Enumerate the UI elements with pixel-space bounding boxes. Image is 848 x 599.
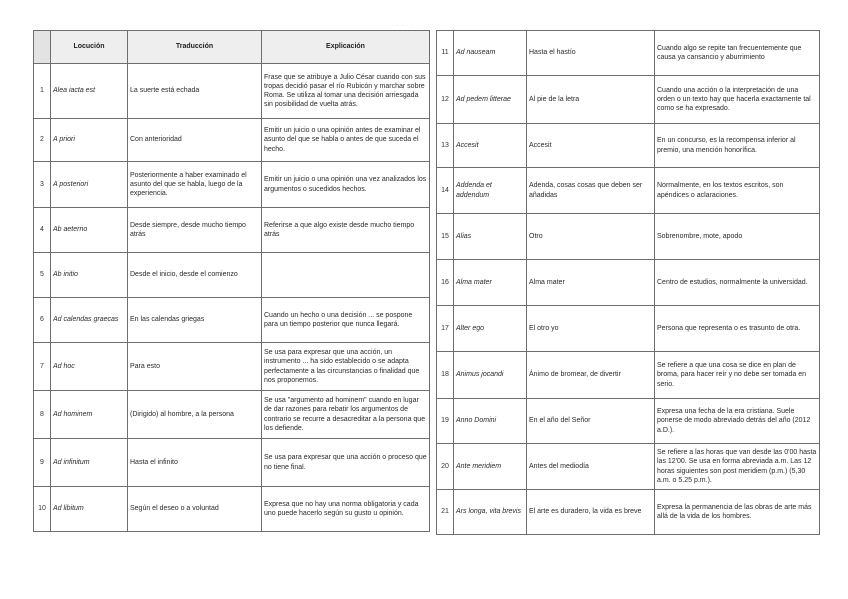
row-traduccion: En las calendas griegas <box>128 298 262 343</box>
row-explicacion: Se usa para expresar que una acción, un instrumento ... ha sido establecido o se adapta perfectamente a las circunstancias o finalidad que nos proponemos. <box>262 343 430 391</box>
row-explicacion: Se refiere a las horas que van desde las 0'00 hasta las 12'00. Se usa en forma abreviada a.m. Las 12 horas siguientes son post meridiem (p.m.) (5,30 a.m. o 5.25 p.m.). <box>655 444 820 490</box>
row-explicacion: Expresa la permanencia de las obras de arte más allá de la vida de los hombres. <box>655 490 820 535</box>
row-traduccion: Con anterioridad <box>128 119 262 162</box>
table-header-row <box>34 31 430 64</box>
row-number: 14 <box>437 168 454 214</box>
row-traduccion: Desde siempre, desde mucho tiempo atrás <box>128 208 262 253</box>
header-traduccion: Traducción <box>128 31 262 64</box>
row-traduccion: Otro <box>527 214 655 260</box>
row-locucion: Accesit <box>454 124 527 168</box>
row-locucion: Alter ego <box>454 306 527 352</box>
latin-phrases-table-right <box>436 30 820 535</box>
row-locucion: Alias <box>454 214 527 260</box>
row-locucion: Ad libitum <box>51 487 128 532</box>
table-row <box>34 208 430 253</box>
table-row <box>437 444 820 490</box>
row-number: 9 <box>34 439 51 487</box>
row-traduccion: El otro yo <box>527 306 655 352</box>
table-row <box>437 31 820 76</box>
row-number: 7 <box>34 343 51 391</box>
table-row <box>437 306 820 352</box>
row-explicacion: Centro de estudios, normalmente la universidad. <box>655 260 820 306</box>
row-locucion: Ad infinitum <box>51 439 128 487</box>
table-row <box>437 260 820 306</box>
row-traduccion: El arte es duradero, la vida es breve <box>527 490 655 535</box>
table-row <box>437 124 820 168</box>
row-locucion: Ante meridiem <box>454 444 527 490</box>
row-number: 15 <box>437 214 454 260</box>
header-locucion: Locución <box>51 31 128 64</box>
row-traduccion: Según el deseo o a voluntad <box>128 487 262 532</box>
row-traduccion: Al pie de la letra <box>527 76 655 124</box>
row-number: 19 <box>437 399 454 444</box>
table-row <box>34 162 430 208</box>
row-number: 17 <box>437 306 454 352</box>
latin-phrases-table-left <box>33 30 430 532</box>
table-row <box>34 64 430 119</box>
table-row <box>437 399 820 444</box>
row-explicacion: Sobrenombre, mote, apodo <box>655 214 820 260</box>
table-row <box>34 119 430 162</box>
row-locucion: Anno Domini <box>454 399 527 444</box>
table-row <box>34 298 430 343</box>
table-row <box>34 487 430 532</box>
row-explicacion: Emitir un juicio o una opinión antes de examinar el asunto del que se habla o antes de que suceda el hecho. <box>262 119 430 162</box>
watermark-text: · · · · · <box>392 23 414 29</box>
table-row <box>34 439 430 487</box>
row-explicacion: Normalmente, en los textos escritos, son apéndices o aclaraciones. <box>655 168 820 214</box>
row-explicacion: Expresa una fecha de la era cristiana. Suele ponerse de modo abreviado detrás del año (2012 a.D.). <box>655 399 820 444</box>
row-locucion: Alma mater <box>454 260 527 306</box>
header-number <box>34 31 51 64</box>
row-number: 2 <box>34 119 51 162</box>
row-number: 18 <box>437 352 454 399</box>
row-locucion: Ab initio <box>51 253 128 298</box>
row-locucion: Ad pedem litterae <box>454 76 527 124</box>
row-explicacion: Se usa para expresar que una acción o proceso que no tiene final. <box>262 439 430 487</box>
row-traduccion: La suerte está echada <box>128 64 262 119</box>
row-locucion: Ad hoc <box>51 343 128 391</box>
row-number: 8 <box>34 391 51 439</box>
row-explicacion: Se usa "argumento ad hominem" cuando en lugar de dar razones para rebatir los argumentos de contrario se recurre a desacreditar a la persona que los defiende. <box>262 391 430 439</box>
row-explicacion: En un concurso, es la recompensa inferior al premio, una mención honorífica. <box>655 124 820 168</box>
row-explicacion: Cuando un hecho o una decisión ... se pospone para un tiempo posterior que nunca llegará. <box>262 298 430 343</box>
row-traduccion: (Dirigido) al hombre, a la persona <box>128 391 262 439</box>
row-number: 21 <box>437 490 454 535</box>
row-number: 20 <box>437 444 454 490</box>
row-traduccion: Posteriormente a haber examinado el asunto del que se habla, luego de la experiencia. <box>128 162 262 208</box>
row-traduccion: Antes del mediodía <box>527 444 655 490</box>
row-number: 6 <box>34 298 51 343</box>
row-number: 16 <box>437 260 454 306</box>
row-number: 1 <box>34 64 51 119</box>
row-explicacion: Persona que representa o es trasunto de otra. <box>655 306 820 352</box>
row-traduccion: Hasta el infinito <box>128 439 262 487</box>
row-locucion: A priori <box>51 119 128 162</box>
row-number: 13 <box>437 124 454 168</box>
row-traduccion: Para esto <box>128 343 262 391</box>
row-explicacion: Referirse a que algo existe desde mucho tiempo atrás <box>262 208 430 253</box>
row-explicacion: Emitir un juicio o una opinión una vez analizados los argumentos o sucedidos hechos. <box>262 162 430 208</box>
row-locucion: A posteriori <box>51 162 128 208</box>
row-locucion: Ad calendas graecas <box>51 298 128 343</box>
row-explicacion: Expresa que no hay una norma obligatoria y cada uno puede hacerlo según su gusto u opinión. <box>262 487 430 532</box>
row-number: 3 <box>34 162 51 208</box>
row-number: 10 <box>34 487 51 532</box>
row-number: 11 <box>437 31 454 76</box>
row-locucion: Animus jocandi <box>454 352 527 399</box>
row-explicacion: Cuando una acción o la interpretación de una orden o un texto hay que hacerla exactamente tal como se ha expresado. <box>655 76 820 124</box>
row-number: 5 <box>34 253 51 298</box>
row-traduccion: Adenda, cosas cosas que deben ser añadidas <box>527 168 655 214</box>
row-locucion: Addenda et addendum <box>454 168 527 214</box>
table-row <box>34 391 430 439</box>
table-row <box>437 214 820 260</box>
row-locucion: Ad nauseam <box>454 31 527 76</box>
row-locucion: Ad hominem <box>51 391 128 439</box>
row-explicacion: Se refiere a que una cosa se dice en plan de broma, para hacer reír y no debe ser tomada en serio. <box>655 352 820 399</box>
row-explicacion: Cuando algo se repite tan frecuentemente que causa ya cansancio y aburrimiento <box>655 31 820 76</box>
table-row <box>437 352 820 399</box>
table-row <box>437 76 820 124</box>
row-explicacion: Frase que se atribuye a Julio César cuando con sus tropas decidió pasar el río Rubicón y marchar sobre Roma. Se utiliza al tomar una decisión arriesgada sin posibilidad de vuelta atrás. <box>262 64 430 119</box>
row-traduccion: Alma mater <box>527 260 655 306</box>
row-locucion: Ars longa, vita brevis <box>454 490 527 535</box>
row-locucion: Alea iacta est <box>51 64 128 119</box>
row-traduccion: En el año del Señor <box>527 399 655 444</box>
row-number: 12 <box>437 76 454 124</box>
row-locucion: Ab aeterno <box>51 208 128 253</box>
table-row <box>34 253 430 298</box>
table-row <box>437 168 820 214</box>
table-row <box>34 343 430 391</box>
row-traduccion: Desde el inicio, desde el comienzo <box>128 253 262 298</box>
row-traduccion: Hasta el hastío <box>527 31 655 76</box>
table-row <box>437 490 820 535</box>
row-traduccion: Ánimo de bromear, de divertir <box>527 352 655 399</box>
row-traduccion: Accesit <box>527 124 655 168</box>
row-number: 4 <box>34 208 51 253</box>
header-explicacion: Explicación <box>262 31 430 64</box>
row-explicacion <box>262 253 430 298</box>
